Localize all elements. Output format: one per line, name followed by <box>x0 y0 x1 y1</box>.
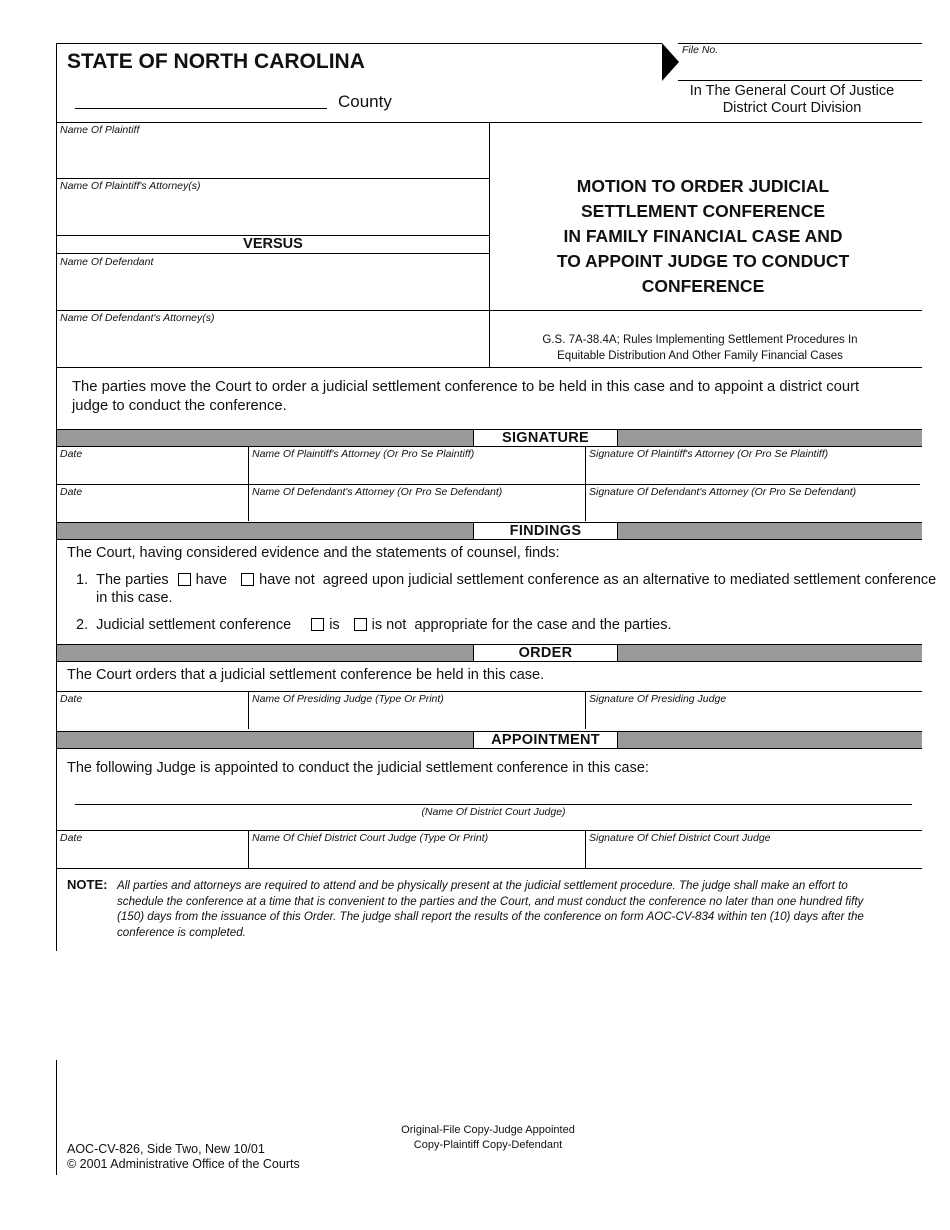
defendant-field[interactable] <box>57 268 489 310</box>
plaintiff-attorney-sig-field[interactable] <box>586 460 920 484</box>
appointment-row-top <box>56 830 922 831</box>
order-heading: ORDER <box>473 644 618 662</box>
is-option-label: is <box>329 617 340 633</box>
chief-judge-sig-label: Signature Of Chief District Court Judge <box>589 832 771 844</box>
finding-1 <box>76 572 936 588</box>
note-body <box>117 878 864 940</box>
plaintiff-field[interactable] <box>57 136 489 178</box>
statute-line-2: Equitable Distribution And Other Family Financial Cases <box>557 350 843 362</box>
presiding-judge-sig-field[interactable] <box>586 705 920 729</box>
presiding-judge-name-field[interactable] <box>249 705 584 729</box>
defendant-attorney-name-field[interactable] <box>249 498 584 520</box>
sig-date-label-1: Date <box>60 448 83 460</box>
is-not-option-label: is not <box>371 617 407 633</box>
appointment-heading: APPOINTMENT <box>473 731 618 749</box>
note-line-3: (150) days from the issuance of this Order. The judge shall report the results of the conference on form AOC-CV-834 within ten (10) days after the <box>117 910 864 923</box>
defendant-rule <box>56 310 489 311</box>
versus-rule <box>56 253 489 254</box>
county-label: County <box>338 92 392 111</box>
defendant-attorney-field[interactable] <box>57 324 489 367</box>
title-line-4: TO APPOINT JUDGE TO CONDUCT <box>556 251 850 271</box>
plaintiff-label: Name Of Plaintiff <box>60 124 140 136</box>
plaintiff-attorney-field[interactable] <box>57 192 489 234</box>
distribution <box>380 1123 596 1153</box>
defendant-attorney-sig-label: Signature Of Defendant's Attorney (Or Pro Se Defendant) <box>589 486 857 498</box>
appointment-row-bottom <box>56 868 922 869</box>
chief-judge-name-label: Name Of Chief District Court Judge (Type Or Print) <box>252 832 489 844</box>
plaintiff-rule <box>56 178 489 179</box>
sig-date-field-1[interactable] <box>57 460 247 484</box>
file-no-arrow-icon <box>662 43 680 81</box>
defendant-attorney-sig-field[interactable] <box>586 498 920 520</box>
is-not-checkbox[interactable] <box>354 618 367 631</box>
order-text: The Court orders that a judicial settlement conference be held in this case. <box>67 667 545 683</box>
district-judge-label: (Name Of District Court Judge) <box>421 806 566 818</box>
finding-2 <box>76 617 672 633</box>
signature-heading: SIGNATURE <box>473 429 618 447</box>
file-no-label: File No. <box>682 44 719 56</box>
sig-row-rule <box>56 484 920 485</box>
left-border-lower <box>56 1060 57 1175</box>
court-line-2: District Court Division <box>722 100 862 116</box>
appointment-date-field[interactable] <box>57 844 247 868</box>
county-input-line[interactable] <box>75 108 327 109</box>
plaintiff-attorney-name-field[interactable] <box>249 460 584 484</box>
title-line-2: SETTLEMENT CONFERENCE <box>580 201 826 221</box>
left-border <box>56 43 57 951</box>
have-checkbox[interactable] <box>178 573 191 586</box>
finding-1-prefix: The parties <box>96 572 169 588</box>
versus-label: VERSUS <box>243 236 303 252</box>
note-label: NOTE: <box>67 877 108 892</box>
appointment-text: The following Judge is appointed to conduct the judicial settlement conference in this case: <box>67 760 649 776</box>
plaintiff-attorney-name-label: Name Of Plaintiff's Attorney (Or Pro Se Plaintiff) <box>252 448 475 460</box>
finding-2-prefix: Judicial settlement conference <box>96 617 292 633</box>
court-line-1: In The General Court Of Justice <box>689 83 895 99</box>
distribution-line-1: Original-File Copy-Judge Appointed <box>401 1124 575 1136</box>
file-no-input-line[interactable] <box>678 80 922 81</box>
finding-1-number: 1. <box>76 572 89 588</box>
finding-1-line-2: in this case. <box>96 590 173 606</box>
defendant-label: Name Of Defendant <box>60 256 154 268</box>
sig-date-label-2: Date <box>60 486 83 498</box>
form-title <box>490 174 916 299</box>
signature-bar <box>57 429 922 447</box>
chief-judge-sig-field[interactable] <box>586 844 920 868</box>
note-line-2: schedule the conference at a time that is convenient to the parties and the Court, and must conduct the conference no later than one hundred fifty <box>117 894 864 908</box>
note-line-1: All parties and attorneys are required to attend and be physically present at the judicial settlement procedure. The judge shall make an effort to <box>117 879 848 892</box>
state-heading: STATE OF NORTH CAROLINA <box>67 50 365 73</box>
title-line-5: CONFERENCE <box>641 276 765 296</box>
order-date-field[interactable] <box>57 705 247 729</box>
have-not-option-label: have not <box>259 572 315 588</box>
statute-citation <box>490 332 910 364</box>
finding-2-suffix: appropriate for the case and the parties. <box>414 617 672 633</box>
form-id: AOC-CV-826, Side Two, New 10/01 <box>67 1142 265 1156</box>
appointment-bar <box>57 731 922 749</box>
findings-bar <box>57 522 922 540</box>
title-line-1: MOTION TO ORDER JUDICIAL <box>576 176 830 196</box>
motion-line-1: The parties move the Court to order a judicial settlement conference to be held in this case and to appoint a district court <box>72 379 860 395</box>
order-row-top <box>56 691 922 692</box>
top-border <box>56 43 662 44</box>
presiding-judge-sig-label: Signature Of Presiding Judge <box>589 693 727 705</box>
findings-intro: The Court, having considered evidence and the statements of counsel, finds: <box>67 545 560 561</box>
appointment-date-label: Date <box>60 832 83 844</box>
have-option-label: have <box>195 572 228 588</box>
copyright: © 2001 Administrative Office of the Courts <box>67 1157 300 1171</box>
sig-date-field-2[interactable] <box>57 498 247 520</box>
motion-line-2: judge to conduct the conference. <box>72 398 287 414</box>
finding-1-suffix: agreed upon judicial settlement conference as an alternative to mediated settlement conference <box>322 572 937 588</box>
statute-line-1: G.S. 7A-38.4A; Rules Implementing Settlement Procedures In <box>542 334 858 346</box>
note-line-4: conference is completed. <box>117 925 246 939</box>
is-checkbox[interactable] <box>311 618 324 631</box>
title-line-3: IN FAMILY FINANCIAL CASE AND <box>563 226 843 246</box>
parties-bottom-rule <box>56 367 922 368</box>
defendant-attorney-label: Name Of Defendant's Attorney(s) <box>60 312 215 324</box>
title-bottom-rule <box>489 310 922 311</box>
finding-2-number: 2. <box>76 617 89 633</box>
order-bar <box>57 644 922 662</box>
have-not-checkbox[interactable] <box>241 573 254 586</box>
plaintiff-attorney-sig-label: Signature Of Plaintiff's Attorney (Or Pro Se Plaintiff) <box>589 448 829 460</box>
presiding-judge-name-label: Name Of Presiding Judge (Type Or Print) <box>252 693 444 705</box>
district-judge-input-line[interactable] <box>75 804 912 805</box>
chief-judge-name-field[interactable] <box>249 844 584 868</box>
findings-heading: FINDINGS <box>473 522 618 540</box>
order-date-label: Date <box>60 693 83 705</box>
defendant-attorney-name-label: Name Of Defendant's Attorney (Or Pro Se Defendant) <box>252 486 503 498</box>
plaintiff-attorney-label: Name Of Plaintiff's Attorney(s) <box>60 180 201 192</box>
distribution-line-2: Copy-Plaintiff Copy-Defendant <box>413 1139 563 1151</box>
